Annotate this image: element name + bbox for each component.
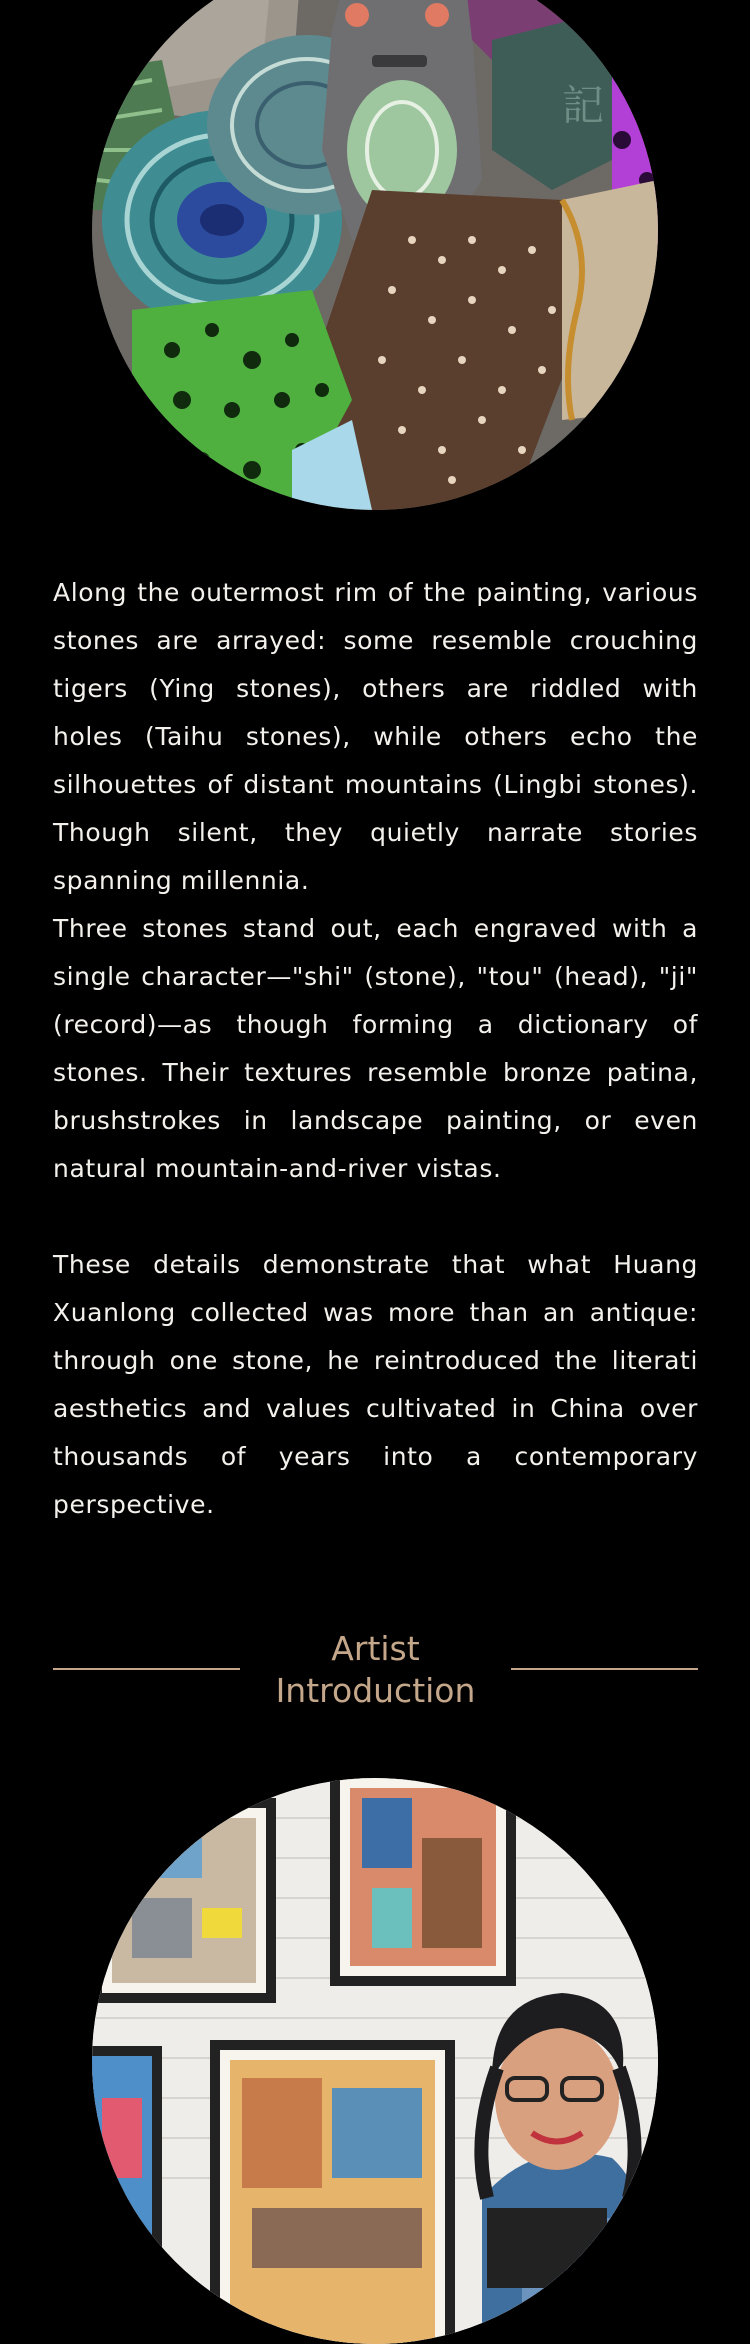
story-paragraph-engraved-stones: Three stones stand out, each engraved with a single character—"shi" (stone), "tou" (head), "ji" (record)—as though forming a dictionary of stones. Their textures resemble bronze patina, brushstrokes in landscape painting, or even natural mountain-and-river vistas. (53, 914, 698, 1183)
stone-collage-illustration (92, 0, 658, 510)
artwork-image (92, 0, 658, 510)
section-title-line1: Artist (331, 1629, 420, 1668)
story-paragraph-literati-aesthetics: These details demonstrate that what Huang Xuanlong collected was more than an antique: through one stone, he reintroduced the literati aesthetics and values cultivated in China over thousands of years into a contemporary perspective. (53, 1250, 698, 1519)
artist-portrait-illustration (92, 1778, 658, 2344)
artist-introduction-heading (53, 1628, 698, 1718)
svg-text:記: 記 (562, 81, 605, 130)
section-title-line2: Introduction (275, 1671, 476, 1710)
heading-rule-right (511, 1668, 698, 1670)
story-paragraph-rim-stones: Along the outermost rim of the painting, various stones are arrayed: some resemble crouching tigers (Ying stones), others are riddled with holes (Taihu stones), while others echo the silhouettes of distant mountains (Lingbi stones). Though silent, they quietly narrate stories spanning millennia. (53, 578, 698, 895)
section-title (53, 1628, 698, 1712)
artist-photo (92, 1778, 658, 2344)
